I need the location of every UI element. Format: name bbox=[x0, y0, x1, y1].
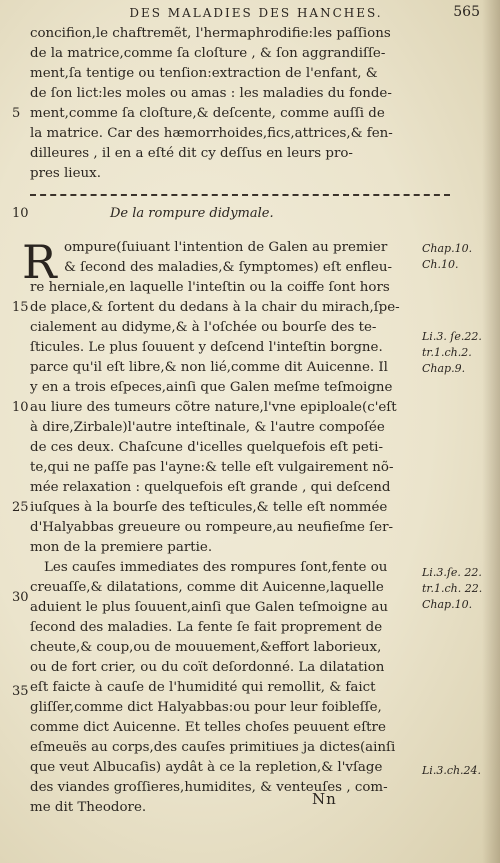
margin-note: Chap.10. bbox=[422, 242, 473, 255]
text-line: creuaſſe,& dilatations, comme dit Auicenne,laquelle bbox=[30, 580, 384, 595]
text-line: concifion,le chaftremẽt, l'hermaphrodifie:les paſſions bbox=[30, 26, 391, 41]
text-line: ſecond des maladies. La fente ſe fait proprement de bbox=[30, 620, 383, 635]
text-line: iuſques à la bourſe des teſticules,& telle eſt nommée bbox=[30, 500, 388, 515]
text-line: y en a trois eſpeces,ainſi que Galen meſme teſmoigne bbox=[30, 380, 393, 395]
page-number: 565 bbox=[453, 4, 480, 20]
margin-note: Chap.10. bbox=[422, 598, 473, 611]
catchword: Nn bbox=[312, 790, 337, 808]
line-number: 35 bbox=[12, 684, 29, 699]
margin-note: tr.1.ch.2. bbox=[422, 346, 472, 359]
text-line: re herniale,en laquelle l'inteſtin ou la coiffe ſont hors bbox=[30, 280, 390, 295]
text-line: cialement au didyme,& à l'oſchée ou bourſe des te- bbox=[30, 320, 377, 335]
line-number: 5 bbox=[12, 106, 21, 121]
text-line: ment,ſa tentige ou tenſion:extraction de l'enfant, & bbox=[30, 66, 378, 81]
drop-cap: R bbox=[22, 235, 57, 289]
text-line: te,qui ne paſſe pas l'ayne:& telle eſt vulgairement nõ- bbox=[30, 460, 394, 475]
text-line: eſt faicte à cauſe de l'humidité qui remollit, & faict bbox=[30, 680, 376, 695]
text-line: ment,comme ſa cloſture,& deſcente, comme auſſi de bbox=[30, 106, 385, 121]
line-number: 25 bbox=[12, 500, 29, 515]
text-line: ſticules. Le plus ſouuent y deſcend l'inteſtin borgne. bbox=[30, 340, 383, 355]
text-line: aduient le plus ſouuent,ainſi que Galen teſmoigne au bbox=[30, 600, 388, 615]
text-line: des viandes groſſieres,humidites, & venteuſes , com- bbox=[30, 780, 388, 795]
text-line: d'Halyabbas greueure ou rompeure,au neufieſme ſer- bbox=[30, 520, 393, 535]
text-line: de ſon lict:les moles ou amas : les maladies du fonde- bbox=[30, 86, 392, 101]
section-title: De la rompure didymale. bbox=[110, 206, 274, 221]
text-line: de place,& ſortent du dedans à la chair du mirach,ſpe- bbox=[30, 300, 400, 315]
text-line: me dit Theodore. bbox=[30, 800, 147, 815]
text-line: parce qu'il eſt libre,& non lié,comme dit Auicenne. Il bbox=[30, 360, 388, 375]
line-number: 30 bbox=[12, 590, 29, 605]
text-line: ompure(ſuiuant l'intention de Galen au premier bbox=[64, 240, 388, 255]
text-line: & ſecond des maladies,& ſymptomes) eſt enfleu- bbox=[64, 260, 393, 275]
text-line: de la matrice,comme ſa cloſture , & ſon aggrandiſſe- bbox=[30, 46, 386, 61]
text-line: ou de fort crier, ou du coït deſordonné. La dilatation bbox=[30, 660, 385, 675]
text-line: eſmeuës au corps,des cauſes primitiues ja dictes(ainſi bbox=[30, 740, 396, 755]
text-line: mon de la premiere partie. bbox=[30, 540, 213, 555]
text-line: gliſſer,comme dict Halyabbas:ou pour leur foibleſſe, bbox=[30, 700, 382, 715]
line-number: 10 bbox=[12, 400, 29, 415]
text-line: cheute,& coup,ou de mouuement,&effort laborieux, bbox=[30, 640, 382, 655]
line-number: 15 bbox=[12, 300, 29, 315]
margin-note: Li.3. ſe.22. bbox=[422, 330, 482, 343]
text-line: de ces deux. Chaſcune d'icelles quelquefois eſt peti- bbox=[30, 440, 383, 455]
margin-note: tr.1.ch. 22. bbox=[422, 582, 483, 595]
text-line: comme dict Auicenne. Et telles choſes peuuent eſtre bbox=[30, 720, 386, 735]
text-line: que veut Albucaſis) aydât à ce la repletion,& l'vſage bbox=[30, 760, 383, 775]
text-line: mée relaxation : quelquefois eſt grande , qui deſcend bbox=[30, 480, 391, 495]
margin-note: Ch.10. bbox=[422, 258, 459, 271]
line-number: 10 bbox=[12, 206, 29, 221]
margin-note: Chap.9. bbox=[422, 362, 466, 375]
text-line: pres lieux. bbox=[30, 166, 101, 181]
text-line: au liure des tumeurs cõtre nature,l'vne epiploale(c'eſt bbox=[30, 400, 397, 415]
text-line: à dire,Zirbale)l'autre inteſtinale, & l'autre compoſée bbox=[30, 420, 385, 435]
section-separator bbox=[30, 194, 450, 196]
text-line: Les cauſes immediates des rompures ſont,fente ou bbox=[44, 560, 388, 575]
margin-note: Li.3.ſe. 22. bbox=[422, 566, 482, 579]
running-title: DES MALADIES DES HANCHES. bbox=[129, 6, 383, 20]
text-line: dilleures , il en a eſté dit cy deſſus en leurs pro- bbox=[30, 146, 353, 161]
text-line: la matrice. Car des hæmorrhoides,fics,attrices,& fen- bbox=[30, 126, 393, 141]
page-edge-shadow bbox=[482, 0, 500, 863]
margin-note: Li.3.ch.24. bbox=[422, 764, 482, 777]
